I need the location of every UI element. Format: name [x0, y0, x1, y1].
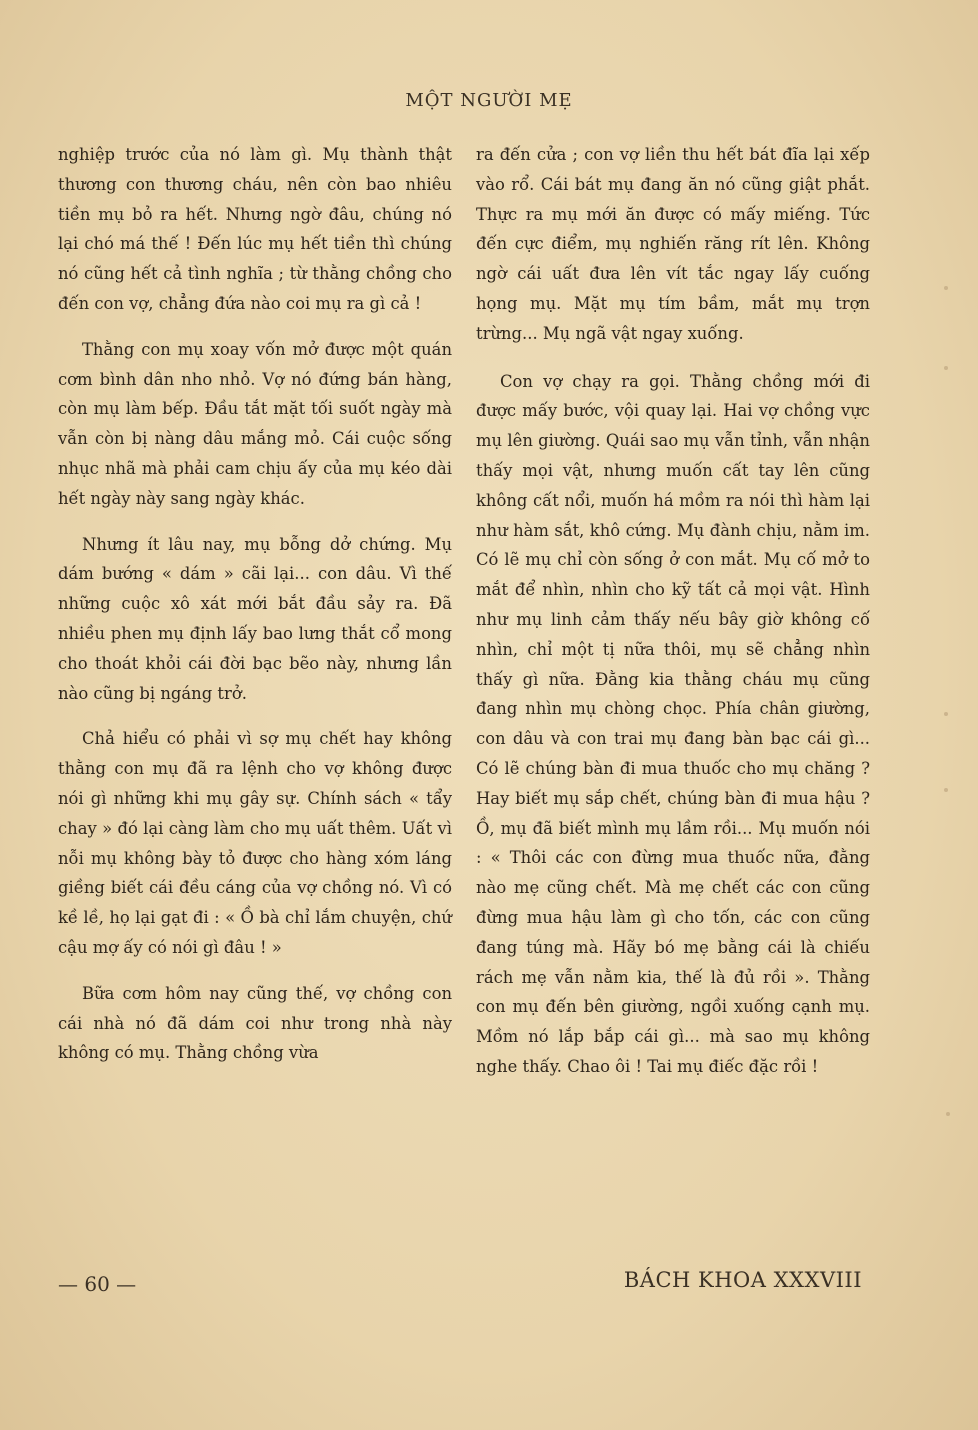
paragraph: nghiệp trước của nó làm gì. Mụ thành thật thương con thương cháu, nên còn bao nhiêu tiền mụ bỏ ra hết. Nhưng ngờ đâu, chúng nó lại chó má thế ! Đến lúc mụ hết tiền thì chúng nó cũng hết cả tình nghĩa ; từ thằng chồng cho đến con vợ, chẳng đứa nào coi mụ ra gì cả ! — [58, 145, 452, 313]
page-number: — 60 — — [58, 1272, 137, 1296]
paper-speck — [944, 286, 948, 290]
right-text-column — [476, 140, 870, 1098]
paper-speck — [944, 366, 948, 370]
paragraph: Con vợ chạy ra gọi. Thằng chồng mới đi được mấy bước, vội quay lại. Hai vợ chồng vực mụ lên giường. Quái sao mụ vẫn tỉnh, vẫn nhận thấy mọi vật, nhưng muốn cất tay lên cũng không cất nổi, muốn há mồm ra nói thì hàm lại như hàm sắt, khô cứng. Mụ đành chịu, nằm im. Có lẽ mụ chỉ còn sống ở con mắt. Mụ cố mở to mắt để nhìn, nhìn cho kỹ tất cả mọi vật. Hình như mụ linh cảm thấy nếu bây giờ không cố nhìn, chỉ một tị nữa thôi, mụ sẽ chẳng nhìn thấy gì nữa. Đằng kia thằng cháu mụ cũng đang nhìn mụ chòng chọc. Phía chân giường, con dâu và con trai mụ đang bàn bạc cái gì... Có lẽ chúng bàn đi mua thuốc cho mụ chăng ? Hay biết mụ sắp chết, chúng bàn đi mua hậu ? Ồ, mụ đã biết mình mụ lầm rồi... Mụ muốn nói : « Thôi các con đừng mua thuốc nữa, đằng nào mẹ cũng chết. Mà mẹ chết các con cũng đừng mua hậu làm gì cho tốn, các con cũng đang túng mà. Hãy bó mẹ bằng cái là chiếu rách mẹ vẫn nằm kia, thế là đủ rồi ». Thằng con mụ đến bên giường, ngồi xuống cạnh mụ. Mồm nó lắp bắp cái gì... mà sao mụ không nghe thấy. Chao ôi ! Tai mụ điếc đặc rồi ! — [476, 371, 870, 1076]
left-text-column — [58, 140, 452, 1084]
magazine-issue: BÁCH KHOA XXXVIII — [623, 1268, 862, 1292]
running-title: MỘT NGƯỜI MẸ — [405, 90, 573, 111]
paper-speck — [946, 1112, 950, 1116]
paragraph: Nhưng ít lâu nay, mụ bỗng dở chứng. Mụ dám bướng « dám » cãi lại... con dâu. Vì thế những cuộc xô xát mới bắt đầu sảy ra. Đã nhiều phen mụ định lấy bao lưng thắt cổ mong cho thoát khỏi cái đời bạc bẽo này, nhưng lần nào cũng bị ngáng trở. — [58, 534, 452, 703]
paragraph: Thằng con mụ xoay vốn mở được một quán cơm bình dân nho nhỏ. Vợ nó đứng bán hàng, còn mụ làm bếp. Đầu tắt mặt tối suốt ngày mà vẫn còn bị nàng dâu mắng mỏ. Cái cuộc sống nhục nhã mà phải cam chịu ấy của mụ kéo dài hết ngày này sang ngày khác. — [58, 339, 452, 508]
paragraph: Bữa cơm hôm nay cũng thế, vợ chồng con cái nhà nó đã dám coi như trong nhà này không có mụ. Thằng chồng vừa — [58, 983, 452, 1063]
paper-speck — [944, 788, 948, 792]
paragraph: ra đến cửa ; con vợ liền thu hết bát đĩa lại xếp vào rổ. Cái bát mụ đang ăn nó cũng giật phắt. Thực ra mụ mới ăn được có mấy miếng. Tức đến cực điểm, mụ nghiến răng rít lên. Không ngờ cái uất đưa lên vít tắc ngay lấy cuống họng mụ. Mặt mụ tím bầm, mắt mụ trợn trừng... Mụ ngã vật ngay xuống. — [476, 145, 870, 343]
paper-speck — [944, 712, 948, 716]
paragraph: Chả hiểu có phải vì sợ mụ chết hay không thằng con mụ đã ra lệnh cho vợ không được nói gì những khi mụ gây sự. Chính sách « tẩy chay » đó lại càng làm cho mụ uất thêm. Uất vì nỗi mụ không bày tỏ được cho hàng xóm láng giềng biết cái đều cáng của vợ chồng nó. Vì có kề lề, họ lại gạt đi : « Ồ bà chỉ lắm chuyện, chứ cậu mợ ấy có nói gì đâu ! » — [58, 729, 452, 957]
